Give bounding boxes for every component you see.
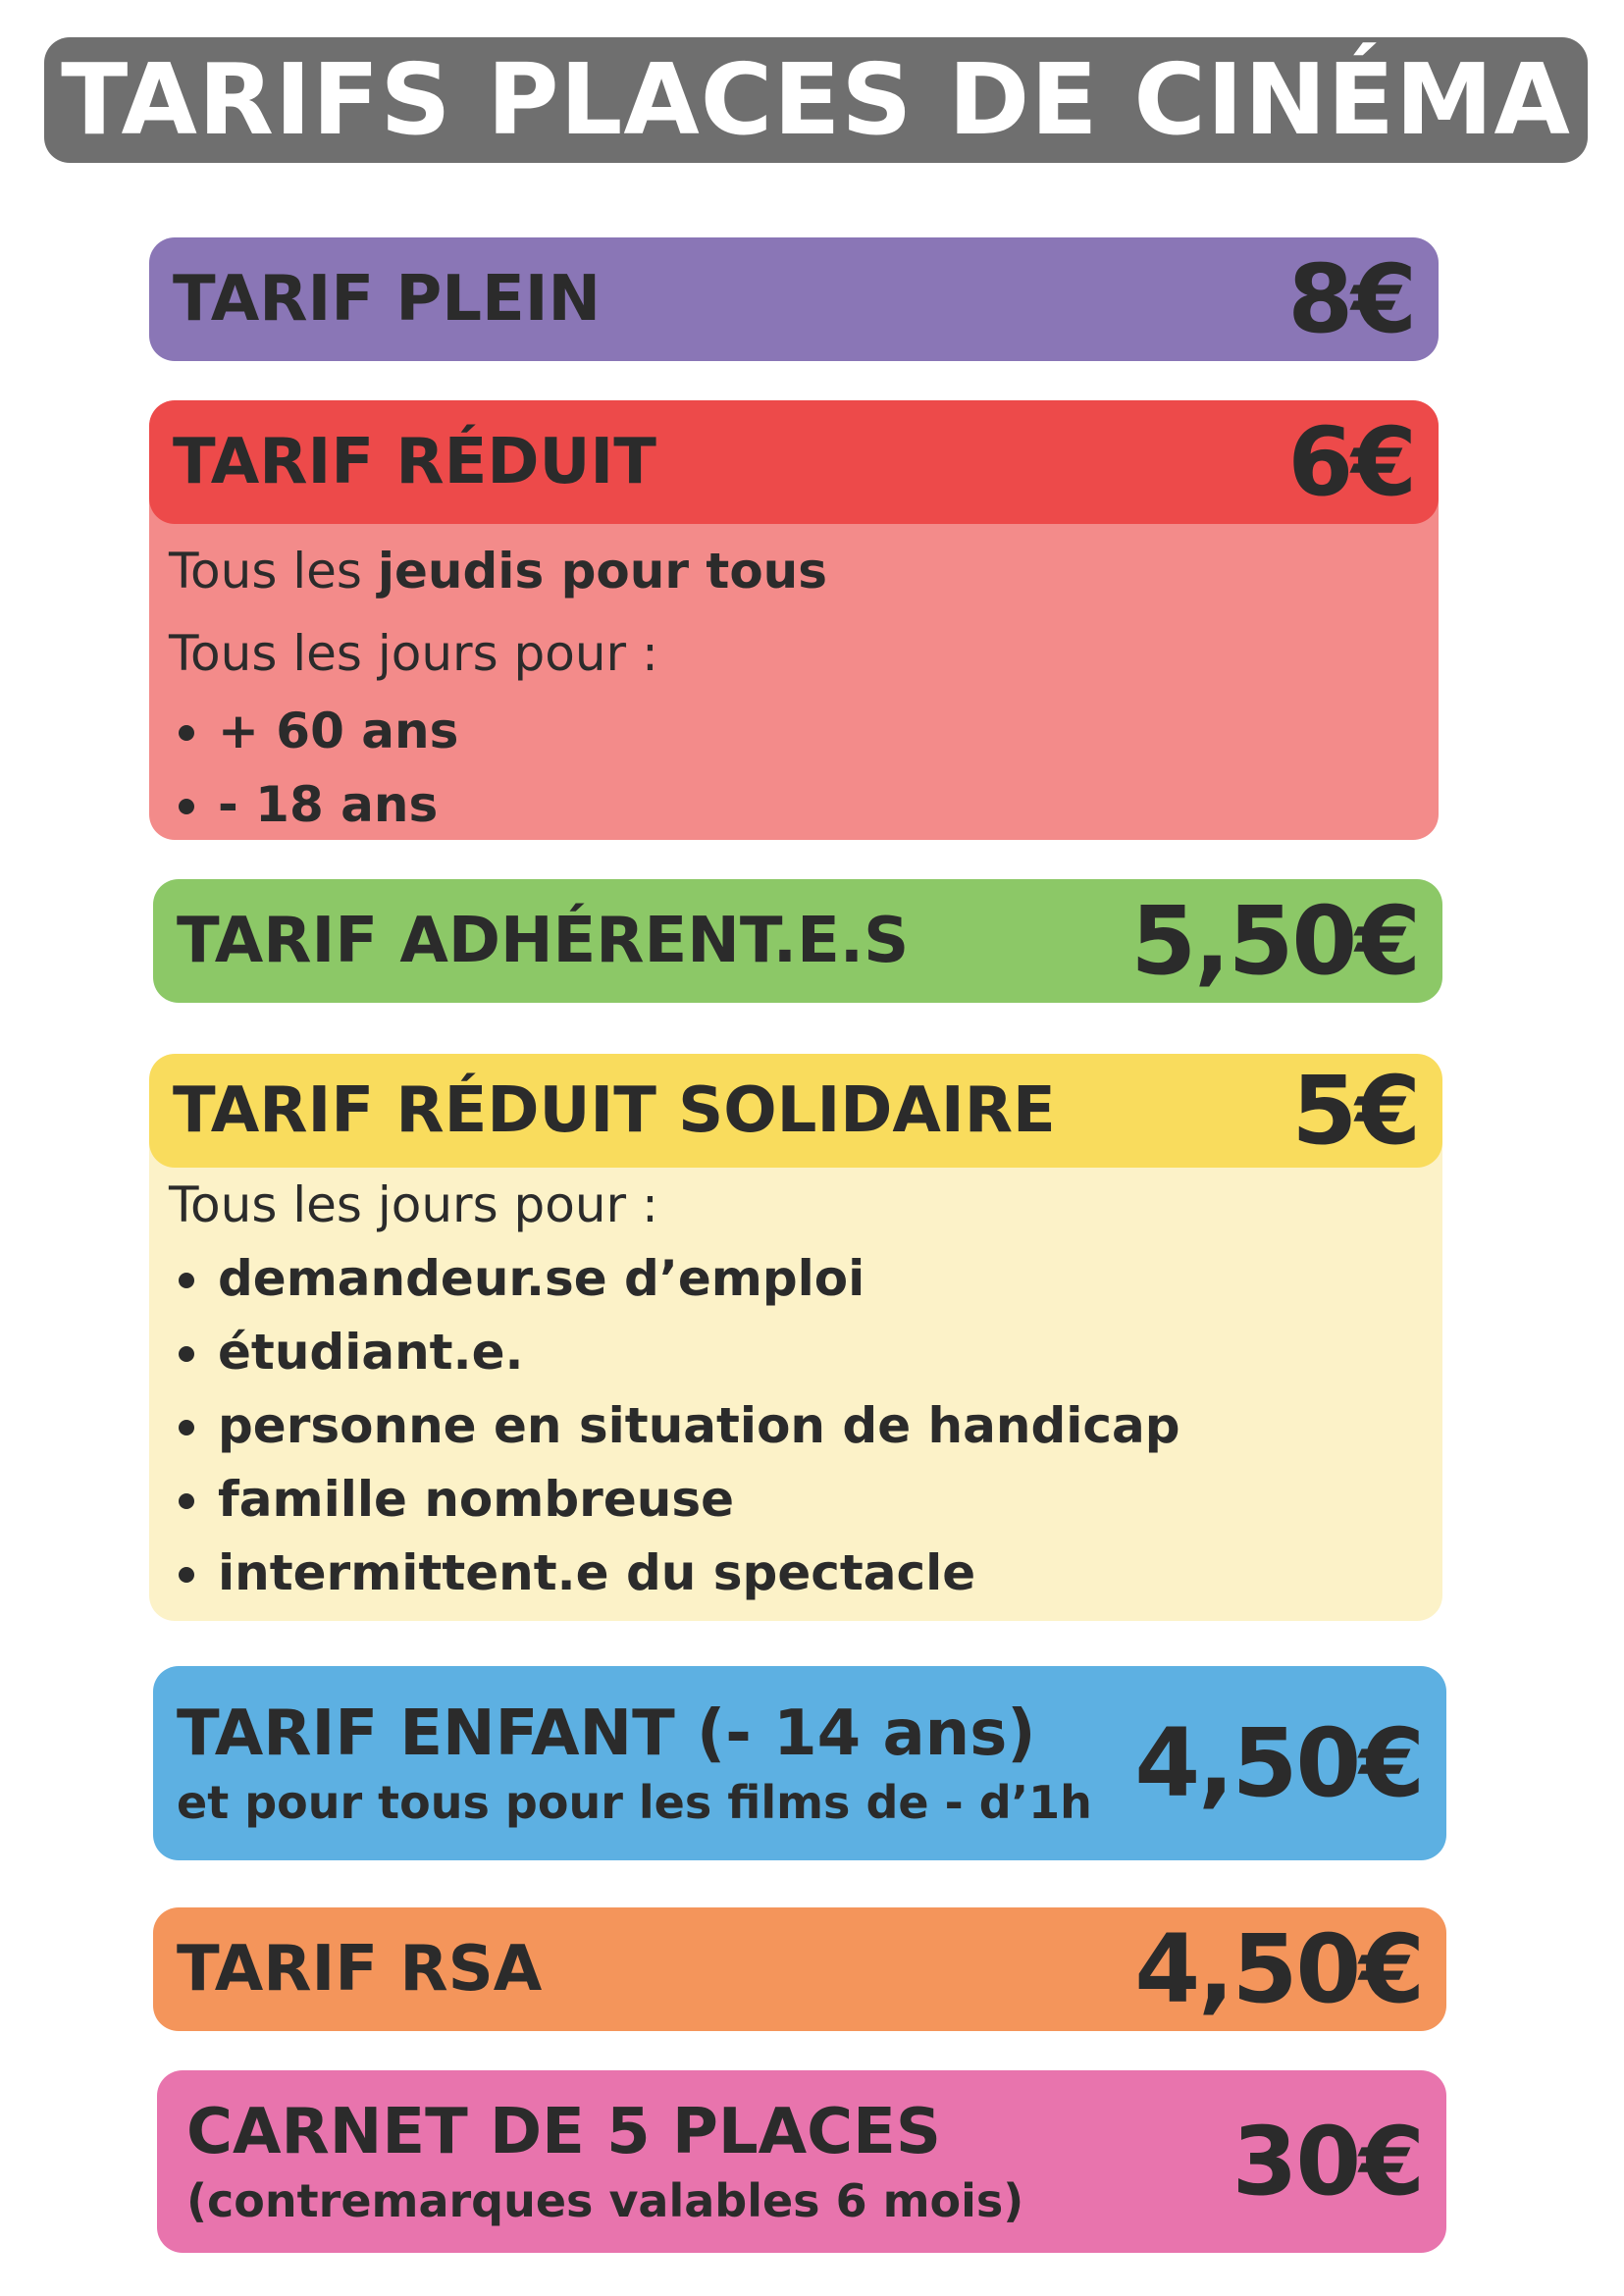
tarif-plein-label: TARIF PLEIN [173,263,602,336]
tarif-reduit-card [149,400,1439,840]
tarif-rsa-bar [153,1907,1446,2031]
list-item: - 18 ans [169,768,1439,840]
list-item: personne en situation de handicap [169,1389,1442,1463]
tarif-adherent-bar [153,879,1442,1003]
tarif-reduit-price: 6€ [1287,407,1415,517]
list-item: étudiant.e. [169,1316,1442,1389]
tarif-reduit-label: TARIF RÉDUIT [173,426,656,498]
tarif-enfant-text [177,1697,1092,1829]
tarif-reduit-line2: Tous les jours pour : [169,625,658,682]
carnet-card [157,2070,1446,2253]
line1-prefix: Tous les [169,543,378,600]
tarif-enfant-label: TARIF ENFANT (- 14 ans) [177,1697,1036,1770]
carnet-price: 30€ [1231,2107,1423,2217]
tarif-adherent-card [153,879,1442,1003]
list-item: demandeur.se d’emploi [169,1242,1442,1316]
tarif-enfant-price: 4,50€ [1134,1708,1423,1818]
tarif-solidaire-header [149,1054,1442,1168]
carnet-text [186,2096,1023,2227]
tarif-solidaire-card [149,1054,1442,1621]
tarif-rsa-label: TARIF RSA [177,1933,543,2006]
tarif-solidaire-details [149,1168,1442,1610]
carnet-label: CARNET DE 5 PLACES [186,2096,941,2168]
carnet-sub: (contremarques valables 6 mois) [186,2174,1024,2227]
line1-bold: jeudis pour tous [377,543,828,600]
tarif-enfant-bar [153,1666,1446,1860]
carnet-bar [157,2070,1446,2253]
tarif-solidaire-intro: Tous les jours pour : [169,1176,658,1233]
tarif-reduit-header [149,400,1439,524]
tarif-plein-card [149,237,1439,361]
list-item: intermittent.e du spectacle [169,1537,1442,1610]
list-item: famille nombreuse [169,1463,1442,1537]
tarif-solidaire-label: TARIF RÉDUIT SOLIDAIRE [173,1074,1056,1147]
tarif-enfant-card [153,1666,1446,1860]
page-title: TARIFS PLACES DE CINÉMA [44,37,1588,163]
tarif-plein-bar [149,237,1439,361]
tarif-enfant-sub: et pour tous pour les films de - d’1h [177,1776,1092,1829]
tarif-solidaire-price: 5€ [1291,1056,1419,1166]
list-item: + 60 ans [169,695,1439,768]
tarif-reduit-line1 [169,530,1439,612]
tarif-rsa-card [153,1907,1446,2031]
tarif-rsa-price: 4,50€ [1134,1914,1423,2024]
tarif-reduit-details [149,524,1439,840]
tarif-plein-price: 8€ [1287,244,1415,354]
tarif-adherent-price: 5,50€ [1130,886,1419,996]
tarif-adherent-label: TARIF ADHÉRENT.E.S [177,905,910,977]
